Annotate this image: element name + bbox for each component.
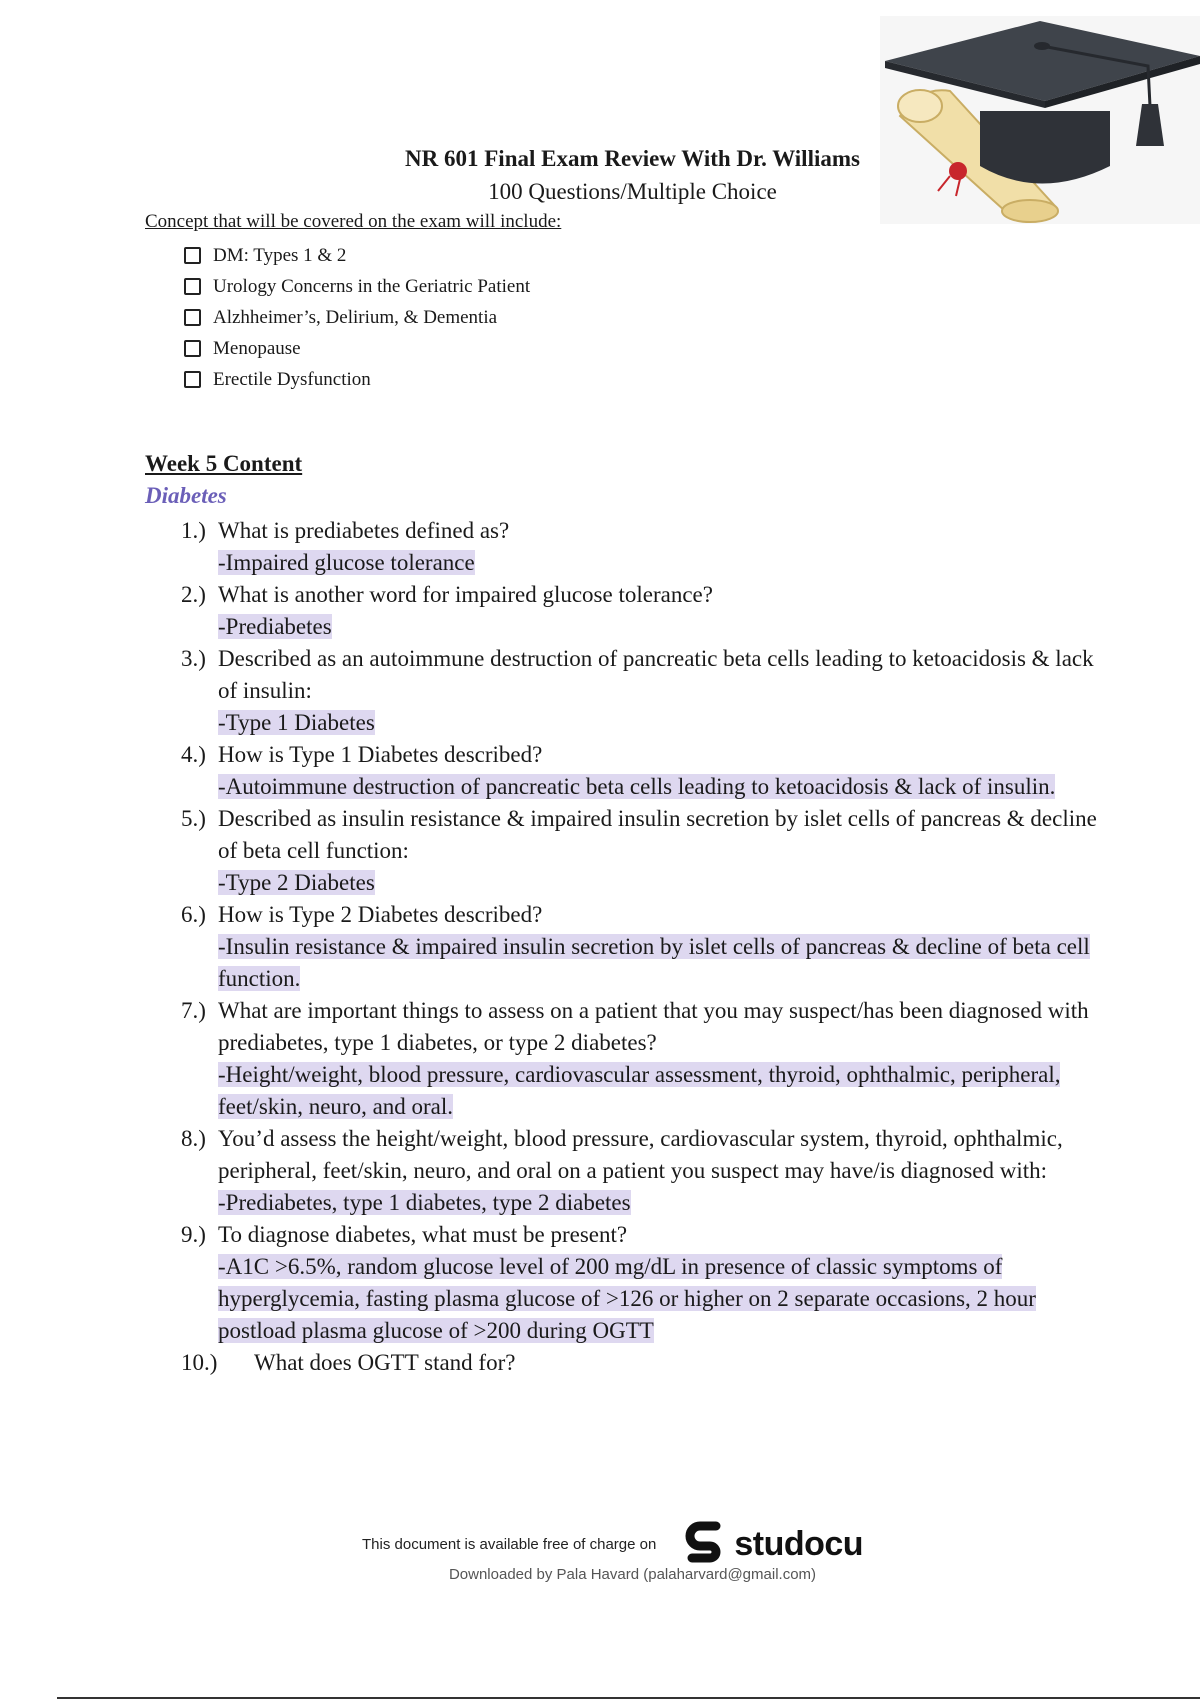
studocu-footer bbox=[362, 1520, 863, 1568]
topic-item bbox=[184, 271, 530, 302]
question-number: 4.) bbox=[181, 742, 206, 767]
question-list bbox=[181, 515, 1101, 1379]
question-text: Described as an autoimmune destruction of pancreatic beta cells leading to ketoacidosis & lack of insulin: bbox=[218, 646, 1094, 703]
answer-text: -Prediabetes bbox=[218, 614, 332, 639]
question-item bbox=[181, 579, 1101, 643]
question-number: 3.) bbox=[181, 646, 206, 671]
question-text: What does OGTT stand for? bbox=[254, 1350, 516, 1375]
document-subtitle: 100 Questions/Multiple Choice bbox=[488, 179, 777, 204]
question-text: What are important things to assess on a patient that you may suspect/has been diagnosed with prediabetes, type 1 diabetes, or type 2 diabetes? bbox=[218, 998, 1089, 1055]
topic-label: Menopause bbox=[213, 337, 301, 359]
question-text: Described as insulin resistance & impaired insulin secretion by islet cells of pancreas & decline of beta cell function: bbox=[218, 806, 1097, 863]
question-number: 1.) bbox=[181, 518, 206, 543]
topic-item bbox=[184, 302, 530, 333]
topic-label: DM: Types 1 & 2 bbox=[213, 244, 347, 266]
question-item bbox=[181, 899, 1101, 995]
question-item bbox=[181, 643, 1101, 739]
question-item bbox=[181, 739, 1101, 803]
answer-text: -Type 2 Diabetes bbox=[218, 870, 375, 895]
question-text: How is Type 1 Diabetes described? bbox=[218, 742, 543, 767]
topic-label: Urology Concerns in the Geriatric Patient bbox=[213, 275, 531, 297]
document-title: NR 601 Final Exam Review With Dr. Williams bbox=[405, 146, 860, 171]
free-charge-text: This document is available free of charge on bbox=[362, 1535, 657, 1553]
answer-text: -A1C >6.5%, random glucose level of 200 mg/dL in presence of classic symptoms of hyperglycemia, fasting plasma glucose of >126 or higher on 2 separate occasions, 2 hour postload plasma glucose of >200 during OGTT bbox=[218, 1254, 1036, 1343]
question-number: 7.) bbox=[181, 998, 206, 1023]
studocu-brand[interactable]: studocu bbox=[734, 1524, 864, 1563]
answer-text: -Impaired glucose tolerance bbox=[218, 550, 475, 575]
answer-text: -Insulin resistance & impaired insulin secretion by islet cells of pancreas & decline of beta cell function. bbox=[218, 934, 1090, 991]
question-text: What is another word for impaired glucose tolerance? bbox=[218, 582, 713, 607]
question-text: What is prediabetes defined as? bbox=[218, 518, 510, 543]
question-number: 10.) bbox=[181, 1350, 218, 1375]
question-item bbox=[181, 995, 1101, 1123]
week-heading: Week 5 Content bbox=[145, 451, 303, 476]
question-number: 9.) bbox=[181, 1222, 206, 1247]
checkbox-icon[interactable] bbox=[184, 247, 201, 264]
topic-checklist bbox=[184, 240, 530, 395]
section-heading: Diabetes bbox=[145, 483, 227, 508]
checkbox-icon[interactable] bbox=[184, 340, 201, 357]
topic-item bbox=[184, 240, 530, 271]
concepts-label: Concept that will be covered on the exam will include: bbox=[145, 211, 562, 232]
topic-label: Erectile Dysfunction bbox=[213, 368, 371, 390]
downloaded-by-text: Downloaded by Pala Havard (palaharvard@gmail.com) bbox=[448, 1566, 817, 1583]
question-item bbox=[181, 1347, 1101, 1379]
question-item bbox=[181, 1219, 1101, 1347]
question-number: 8.) bbox=[181, 1126, 206, 1151]
topic-item bbox=[184, 333, 530, 364]
checkbox-icon[interactable] bbox=[184, 278, 201, 295]
answer-text: -Autoimmune destruction of pancreatic beta cells leading to ketoacidosis & lack of insulin. bbox=[218, 774, 1056, 799]
question-number: 5.) bbox=[181, 806, 206, 831]
question-item bbox=[181, 803, 1101, 899]
question-item bbox=[181, 515, 1101, 579]
checkbox-icon[interactable] bbox=[184, 371, 201, 388]
checkbox-icon[interactable] bbox=[184, 309, 201, 326]
studocu-logo-icon bbox=[682, 1520, 728, 1568]
question-text: You’d assess the height/weight, blood pressure, cardiovascular system, thyroid, ophthalmic, peripheral, feet/skin, neuro, and oral on a patient you suspect may have/is diagnosed with: bbox=[218, 1126, 1063, 1183]
answer-text: -Type 1 Diabetes bbox=[218, 710, 375, 735]
question-text: To diagnose diabetes, what must be present? bbox=[218, 1222, 628, 1247]
topic-label: Alzhheimer’s, Delirium, & Dementia bbox=[213, 306, 498, 328]
question-number: 2.) bbox=[181, 582, 206, 607]
topic-item bbox=[184, 364, 530, 395]
answer-text: -Height/weight, blood pressure, cardiovascular assessment, thyroid, ophthalmic, peripheral, feet/skin, neuro, and oral. bbox=[218, 1062, 1061, 1119]
question-text: How is Type 2 Diabetes described? bbox=[218, 902, 543, 927]
question-number: 6.) bbox=[181, 902, 206, 927]
question-item bbox=[181, 1123, 1101, 1219]
answer-text: -Prediabetes, type 1 diabetes, type 2 diabetes bbox=[218, 1190, 631, 1215]
page-bottom-rule bbox=[57, 1697, 1200, 1699]
